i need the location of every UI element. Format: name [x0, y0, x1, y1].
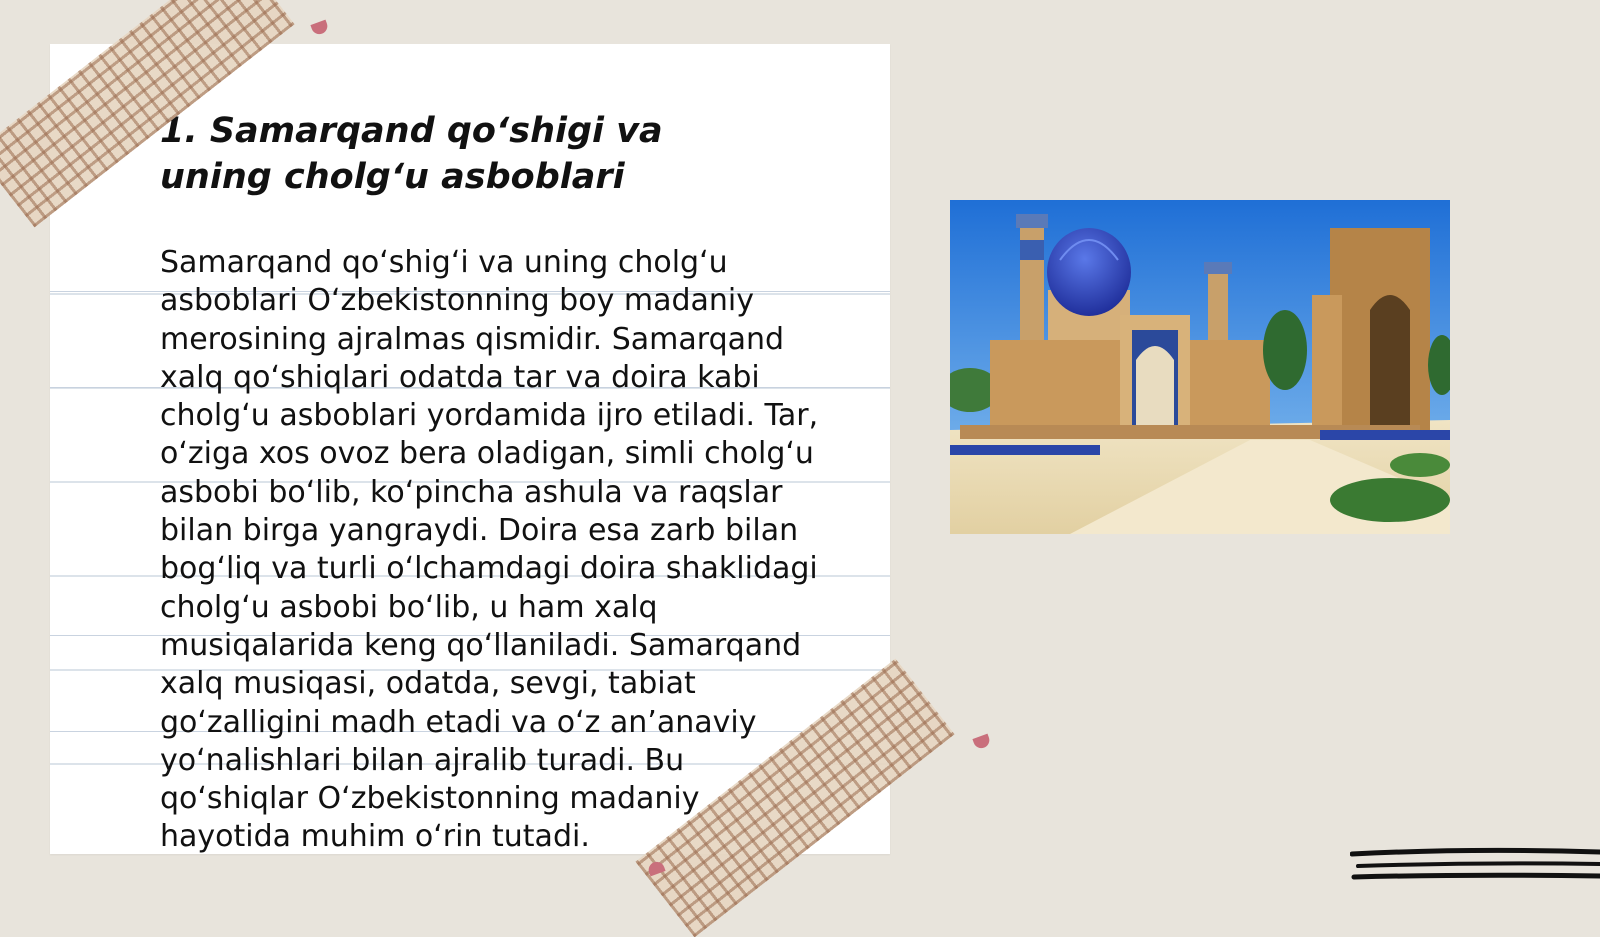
samarkand-photo	[950, 200, 1450, 534]
tape-tip-bottom-right	[972, 734, 991, 751]
slide-body-text: Samarqand qo‘shig‘i va uning cholg‘u asboblari O‘zbekistonning boy madaniy merosining ajralmas qismidir. Samarqand xalq qo‘shiqlari odatda tar va doira kabi cholg‘u asboblari yordamida ijro etiladi. Tar, o‘ziga xos ovoz bera oladigan, simli cholg‘u asbobi bo‘lib, ko‘pincha ashula va raqslar bilan birga yangraydi. Doira esa zarb bilan bog‘liq va turli o‘lchamdagi doira shaklidagi cholg‘u asbobi bo‘lib, u ham xalq musiqalarida keng qo‘llaniladi. Samarqand xalq musiqasi, odatda, sevgi, tabiat go‘zalligini madh etadi va o‘z an’anaviy yo‘nalishlari bilan ajralib turadi. Bu qo‘shiqlar O‘zbekistonning madaniy hayotida muhim o‘rin tutadi.	[160, 245, 819, 855]
tape-tip-top	[310, 20, 329, 37]
brush-stroke-decoration	[1350, 846, 1600, 886]
mausoleum-illustration	[950, 200, 1450, 534]
slide-title: 1. Samarqand qo‘shigi va uning cholg‘u asboblari	[160, 111, 663, 197]
